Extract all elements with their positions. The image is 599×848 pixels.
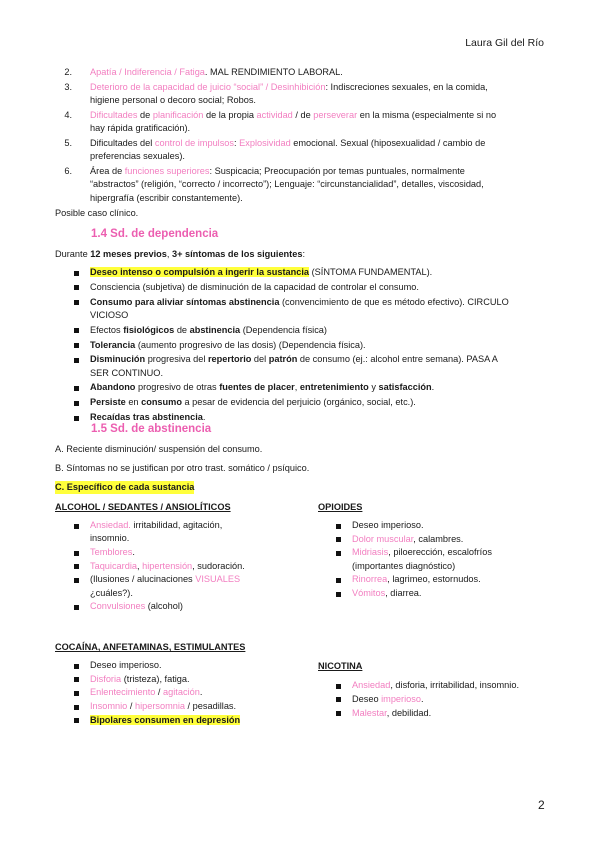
list-number: 6. xyxy=(64,166,72,177)
text-run: Abandono xyxy=(90,382,136,393)
text-run: fuentes de placer xyxy=(219,382,295,393)
text-run: (aumento progresivo de las dosis) (Dependencia física). xyxy=(135,339,366,350)
text-run: Temblores xyxy=(90,547,133,557)
text-line xyxy=(55,248,305,261)
text-line xyxy=(90,686,202,699)
text-line xyxy=(352,560,455,573)
text-line xyxy=(90,532,129,545)
text-run: VICIOSO xyxy=(90,309,129,320)
text-run: Disminución xyxy=(90,354,146,365)
bullet-marker xyxy=(74,271,79,276)
text-run: . xyxy=(202,412,206,422)
section-heading-abstinencia: 1.5 Sd. de abstinencia xyxy=(91,423,212,435)
text-run: Deseo imperioso. xyxy=(352,520,424,530)
bullet-marker xyxy=(74,605,79,610)
text-line xyxy=(352,587,421,600)
text-line xyxy=(90,396,416,409)
text-run: Vómitos xyxy=(352,588,386,599)
text-run: Bipolares consumen en depresión xyxy=(90,714,241,725)
text-run: de xyxy=(174,324,190,335)
text-run: Deterioro de la capacidad de juicio “social” / Desinhibición xyxy=(90,81,326,92)
text-run: VISUALES xyxy=(195,574,241,585)
text-run: Deseo intenso o compulsión a ingerir la sustancia xyxy=(90,267,310,277)
page-header-author: Laura Gil del Río xyxy=(465,37,544,49)
text-line xyxy=(90,324,327,337)
text-run: funciones superiores xyxy=(124,166,210,177)
text-run: imperioso xyxy=(381,693,421,704)
bullet-marker xyxy=(336,578,341,583)
text-run: agitación xyxy=(163,687,200,698)
text-run: hipertensión xyxy=(142,560,193,571)
text-run: en la misma (especialmente si no xyxy=(357,109,497,120)
text-line xyxy=(90,122,190,135)
text-run: , xyxy=(137,560,143,571)
text-line xyxy=(90,281,419,294)
text-run: preferencias sexuales). xyxy=(90,151,185,162)
bullet-marker xyxy=(74,664,79,669)
text-run: ¿cuáles?). xyxy=(90,587,133,598)
list-number: 4. xyxy=(64,109,72,120)
text-line xyxy=(90,714,240,727)
abstinencia-criterion-a: A. Reciente disminución/ suspensión del consumo. xyxy=(55,444,263,454)
bullet-marker xyxy=(74,564,79,569)
text-run: Deseo imperioso. xyxy=(90,660,162,670)
text-line xyxy=(90,66,343,79)
bullet-marker xyxy=(336,697,341,702)
opioides-title: OPIOIDES xyxy=(318,502,363,512)
text-line xyxy=(352,519,424,532)
text-run: , diarrea. xyxy=(385,588,422,599)
bullet-marker xyxy=(74,705,79,710)
text-line xyxy=(90,587,133,600)
text-run: (alcohol) xyxy=(145,601,183,612)
text-line xyxy=(90,519,222,532)
text-run: “abstractos” (religión, “correcto / incorrecto”); Lenguaje: “circunstancialidad”, detalles, viscosidad, xyxy=(90,179,484,190)
text-run: planificación xyxy=(152,109,204,120)
bullet-marker xyxy=(74,401,79,406)
text-line xyxy=(90,109,496,122)
text-line xyxy=(90,178,484,191)
text-run: Rinorrea xyxy=(352,574,388,585)
text-run: (convencimiento de que es método efectivo). CIRCULO xyxy=(279,296,509,307)
text-run: / xyxy=(127,701,135,712)
text-run: Insomnio xyxy=(90,701,128,712)
text-run: , calambres. xyxy=(413,533,464,544)
bullet-marker xyxy=(74,358,79,363)
text-run: 3+ síntomas de los siguientes xyxy=(171,249,303,259)
text-run: Dificultades xyxy=(90,109,138,120)
text-run: Convulsiones xyxy=(90,601,146,612)
text-line xyxy=(90,353,498,366)
bullet-marker xyxy=(336,592,341,597)
text-run: (importantes diagnóstico) xyxy=(352,560,456,571)
text-run: del xyxy=(251,354,269,365)
text-run: , disforia, irritabilidad, insomnio. xyxy=(390,680,519,690)
text-run: Recaídas tras abstinencia xyxy=(90,412,203,422)
caso-clinico-text: Posible caso clínico. xyxy=(55,208,139,218)
alcohol-title: ALCOHOL / SEDANTES / ANSIOLÍTICOS xyxy=(55,502,231,512)
text-line xyxy=(352,693,424,706)
text-run: . xyxy=(431,382,435,393)
text-run: 12 meses previos xyxy=(90,249,167,259)
abstinencia-criterion-b: B. Síntomas no se justifican por otro trast. somático / psíquico. xyxy=(55,463,310,473)
text-line xyxy=(90,546,135,559)
bullet-marker xyxy=(74,328,79,333)
text-line xyxy=(352,707,431,720)
page-number: 2 xyxy=(538,798,545,812)
text-run: Explosividad xyxy=(239,138,291,148)
text-run: Consumo para aliviar síntomas abstinencia xyxy=(90,296,280,307)
text-run: y xyxy=(368,382,379,393)
bullet-marker xyxy=(74,343,79,348)
text-line xyxy=(352,679,519,692)
text-run: , piloerección, escalofríos xyxy=(388,547,492,558)
text-run: consumo xyxy=(141,397,182,408)
text-line xyxy=(90,673,190,686)
nicotina-title: NICOTINA xyxy=(318,661,363,671)
bullet-marker xyxy=(74,386,79,391)
text-run: Apatía / Indiferencia / Fatiga xyxy=(90,67,205,77)
bullet-marker xyxy=(74,285,79,290)
text-run: Consciencia (subjetiva) de disminución de la capacidad de controlar el consumo. xyxy=(90,281,419,292)
text-line xyxy=(90,659,162,672)
text-run: : Suspicacia; Preocupación por temas puntuales, normalmente xyxy=(209,166,465,177)
text-run: Taquicardia xyxy=(90,560,137,571)
bullet-marker xyxy=(74,416,79,421)
text-line xyxy=(90,339,366,352)
text-run: . xyxy=(199,687,203,698)
text-line xyxy=(90,266,432,279)
list-number: 5. xyxy=(64,138,72,148)
list-number: 2. xyxy=(64,67,72,77)
text-run: irritabilidad, agitación, xyxy=(130,520,223,530)
text-run: hipersomnia xyxy=(134,701,185,712)
text-line xyxy=(90,381,434,394)
text-run: fisiológicos xyxy=(123,324,175,335)
bullet-marker xyxy=(74,551,79,556)
text-run: (Dependencia física) xyxy=(240,324,327,335)
text-run: de consumo (ej.: alcohol entre semana). PASA A xyxy=(297,354,498,365)
text-run: Disforia xyxy=(90,673,122,684)
text-run: Dificultades del xyxy=(90,138,155,148)
bullet-marker xyxy=(336,711,341,716)
text-line xyxy=(90,573,240,586)
text-run: en xyxy=(125,397,142,408)
text-run: hay rápida gratificación). xyxy=(90,123,191,134)
text-run: (tristeza), fatiga. xyxy=(121,673,190,684)
text-line xyxy=(352,573,481,586)
text-run: : Indiscreciones sexuales, en la comida, xyxy=(325,81,488,92)
text-run: , debilidad. xyxy=(386,707,432,718)
text-line xyxy=(90,94,256,107)
text-line xyxy=(90,165,465,178)
bullet-marker xyxy=(74,691,79,696)
text-line xyxy=(90,560,245,573)
bullet-marker xyxy=(74,578,79,583)
bullet-marker xyxy=(336,524,341,529)
text-line xyxy=(90,309,128,322)
text-run: Área de xyxy=(90,166,125,177)
text-run: Ansiedad xyxy=(352,680,391,690)
text-run: . xyxy=(420,693,424,704)
text-run: Midriasis xyxy=(352,547,389,558)
text-run: de la propia xyxy=(203,109,257,120)
text-line xyxy=(90,367,163,380)
bullet-marker xyxy=(336,551,341,556)
bullet-marker xyxy=(74,718,79,723)
text-line xyxy=(90,150,185,163)
text-run: higiene personal o decoro social; Robos. xyxy=(90,95,256,106)
bullet-marker xyxy=(74,677,79,682)
text-run: Deseo xyxy=(352,693,382,704)
text-run: SER CONTINUO. xyxy=(90,367,163,378)
text-run: / pesadillas. xyxy=(185,701,237,712)
text-line xyxy=(352,533,463,546)
list-number: 3. xyxy=(64,81,72,92)
text-run: patrón xyxy=(268,354,298,365)
bullet-marker xyxy=(74,300,79,305)
text-run: perseverar xyxy=(313,109,358,120)
text-run: , xyxy=(294,382,300,393)
text-line xyxy=(90,137,485,150)
text-run: Efectos xyxy=(90,324,124,335)
text-run: Durante xyxy=(55,249,91,259)
bullet-marker xyxy=(74,524,79,529)
text-run: entretenimiento xyxy=(299,382,369,393)
section-heading-dependencia: 1.4 Sd. de dependencia xyxy=(91,228,219,240)
text-run: : xyxy=(234,138,240,148)
text-run: (SÍNTOMA FUNDAMENTAL). xyxy=(309,267,433,277)
text-run: : xyxy=(302,249,306,259)
text-run: Dolor muscular xyxy=(352,533,414,544)
text-line xyxy=(90,192,243,205)
text-run: Persiste xyxy=(90,397,126,408)
text-line xyxy=(352,546,492,559)
dependencia-intro xyxy=(55,248,305,261)
text-run: repertorio xyxy=(207,354,252,365)
text-run: (Ilusiones / alucinaciones xyxy=(90,574,196,585)
cocaina-title: COCAÍNA, ANFETAMINAS, ESTIMULANTES xyxy=(55,642,246,652)
text-run: . xyxy=(132,547,135,557)
text-run: emocional. Sexual (hiposexualidad / cambio de xyxy=(290,138,486,148)
text-run: Ansiedad. xyxy=(90,520,131,530)
text-line xyxy=(90,81,488,94)
text-run: , sudoración. xyxy=(192,560,245,571)
text-run: control de impulsos xyxy=(154,138,235,148)
text-line xyxy=(90,600,183,613)
text-run: Tolerancia xyxy=(90,339,136,350)
text-run: , xyxy=(166,249,172,259)
text-run: de xyxy=(137,109,153,120)
text-run: / xyxy=(155,687,164,698)
text-run: actividad xyxy=(256,109,293,120)
abstinencia-criterion-c: C. Específico de cada sustancia xyxy=(55,481,194,494)
text-run: progresivo de otras xyxy=(135,382,220,393)
bullet-marker xyxy=(336,537,341,542)
bullet-marker xyxy=(336,684,341,689)
text-run: Enlentecimiento xyxy=(90,687,156,698)
text-line xyxy=(90,700,236,713)
text-run: / de xyxy=(292,109,314,120)
text-run: , lagrimeo, estornudos. xyxy=(387,574,481,585)
text-run: insomnio. xyxy=(90,533,130,544)
text-run: a pesar de evidencia del perjuicio (orgánico, social, etc.). xyxy=(181,397,416,408)
text-line xyxy=(90,296,509,309)
text-run: hipergrafía (escribir constantemente). xyxy=(90,192,243,203)
text-run: abstinencia xyxy=(189,324,241,335)
text-run: Malestar xyxy=(352,707,387,718)
text-run: satisfacción xyxy=(378,382,432,393)
text-run: . MAL RENDIMIENTO LABORAL. xyxy=(204,67,343,77)
text-run: progresiva del xyxy=(145,354,208,365)
